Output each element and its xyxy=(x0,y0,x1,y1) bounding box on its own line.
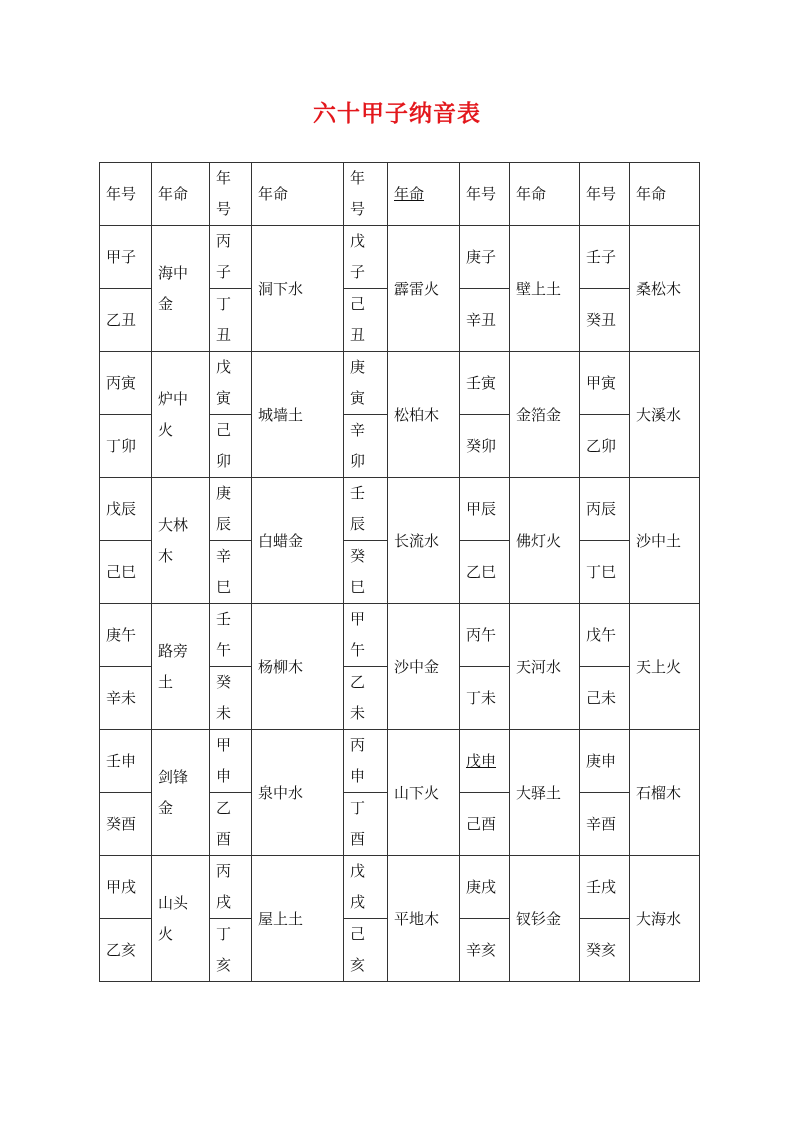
year-cell: 己未 xyxy=(580,667,630,730)
year-cell: 丁卯 xyxy=(100,415,152,478)
fate-cell: 大海水 xyxy=(630,856,700,982)
table-row xyxy=(100,352,700,415)
header-row xyxy=(100,163,700,226)
year-cell: 癸亥 xyxy=(580,919,630,982)
header-year-3: 年 号 xyxy=(344,163,388,226)
glyph: 辰 xyxy=(216,515,232,533)
glyph: 辰 xyxy=(350,515,366,533)
header-year-4: 年号 xyxy=(460,163,510,226)
year-cell: 丁巳 xyxy=(580,541,630,604)
glyph: 乙 xyxy=(350,673,366,691)
year-cell: 乙巳 xyxy=(460,541,510,604)
glyph: 卯 xyxy=(350,452,366,470)
glyph: 巳 xyxy=(350,578,366,596)
year-cell: 辛酉 xyxy=(580,793,630,856)
glyph: 寅 xyxy=(350,389,366,407)
year-cell xyxy=(344,856,388,919)
fate-cell: 炉中 火 xyxy=(152,352,210,478)
header-year-5: 年号 xyxy=(580,163,630,226)
glyph: 辛 xyxy=(350,421,366,439)
year-cell: 壬申 xyxy=(100,730,152,793)
fate-cell: 金箔金 xyxy=(510,352,580,478)
table-row xyxy=(100,226,700,289)
glyph: 戊 xyxy=(216,358,232,376)
year-cell xyxy=(344,289,388,352)
year-cell xyxy=(344,604,388,667)
fate-cell: 壁上土 xyxy=(510,226,580,352)
glyph: 己 xyxy=(350,295,366,313)
glyph: 戌 xyxy=(216,893,232,911)
glyph: 戊 xyxy=(350,232,366,250)
glyph: 酉 xyxy=(216,830,232,848)
glyph: 庚 xyxy=(216,484,232,502)
table-row xyxy=(100,856,700,919)
year-cell: 戊午 xyxy=(580,604,630,667)
year-cell: 戊辰 xyxy=(100,478,152,541)
year-cell: 戊申 xyxy=(460,730,510,793)
glyph: 戊 xyxy=(350,862,366,880)
header-year-1: 年号 xyxy=(100,163,152,226)
glyph: 癸 xyxy=(350,547,366,565)
year-cell xyxy=(210,478,252,541)
year-cell: 己巳 xyxy=(100,541,152,604)
year-cell xyxy=(344,667,388,730)
year-cell: 己酉 xyxy=(460,793,510,856)
year-cell: 丙辰 xyxy=(580,478,630,541)
table-row xyxy=(100,730,700,793)
year-cell xyxy=(210,226,252,289)
header-year-2: 年 号 xyxy=(210,163,252,226)
header-fate-4: 年命 xyxy=(510,163,580,226)
year-cell xyxy=(210,667,252,730)
glyph: 丙 xyxy=(216,862,232,880)
year-cell: 癸丑 xyxy=(580,289,630,352)
fate-cell: 泉中水 xyxy=(252,730,344,856)
glyph: 午 xyxy=(216,641,232,659)
year-cell: 丙午 xyxy=(460,604,510,667)
glyph: 子 xyxy=(350,263,366,281)
glyph: 丑 xyxy=(350,326,366,344)
glyph: 巳 xyxy=(216,578,232,596)
year-cell: 庚午 xyxy=(100,604,152,667)
year-cell: 乙亥 xyxy=(100,919,152,982)
glyph: 亥 xyxy=(216,956,232,974)
fate-cell: 松柏木 xyxy=(388,352,460,478)
year-cell xyxy=(210,289,252,352)
year-cell: 甲戌 xyxy=(100,856,152,919)
year-cell: 甲辰 xyxy=(460,478,510,541)
year-cell xyxy=(344,226,388,289)
glyph: 未 xyxy=(350,704,366,722)
glyph: 壬 xyxy=(216,610,232,628)
fate-cell: 天上火 xyxy=(630,604,700,730)
header-fate-1: 年命 xyxy=(152,163,210,226)
glyph: 戌 xyxy=(350,893,366,911)
fate-cell: 钗钐金 xyxy=(510,856,580,982)
year-cell xyxy=(344,352,388,415)
glyph: 丁 xyxy=(350,799,366,817)
glyph: 己 xyxy=(216,421,232,439)
glyph: 丙 xyxy=(216,232,232,250)
fate-cell: 海中 金 xyxy=(152,226,210,352)
glyph: 己 xyxy=(350,925,366,943)
fate-cell: 大驿土 xyxy=(510,730,580,856)
glyph: 辛 xyxy=(216,547,232,565)
fate-cell: 洞下水 xyxy=(252,226,344,352)
table-row xyxy=(100,478,700,541)
fate-cell: 平地木 xyxy=(388,856,460,982)
nayin-table xyxy=(99,162,700,982)
year-cell xyxy=(344,793,388,856)
year-cell xyxy=(210,604,252,667)
glyph: 未 xyxy=(216,704,232,722)
fate-cell: 佛灯火 xyxy=(510,478,580,604)
year-cell: 庚戌 xyxy=(460,856,510,919)
year-cell xyxy=(210,415,252,478)
fate-cell: 天河水 xyxy=(510,604,580,730)
glyph: 丁 xyxy=(216,295,232,313)
glyph: 酉 xyxy=(350,830,366,848)
fate-cell: 大溪水 xyxy=(630,352,700,478)
fate-cell: 城墙土 xyxy=(252,352,344,478)
fate-cell: 霹雷火 xyxy=(388,226,460,352)
fate-cell: 沙中土 xyxy=(630,478,700,604)
fate-cell: 沙中金 xyxy=(388,604,460,730)
glyph: 癸 xyxy=(216,673,232,691)
year-cell: 辛未 xyxy=(100,667,152,730)
year-cell: 丁未 xyxy=(460,667,510,730)
glyph: 卯 xyxy=(216,452,232,470)
glyph: 甲 xyxy=(350,610,366,628)
year-cell xyxy=(344,478,388,541)
page-title: 六十甲子纳音表 xyxy=(313,100,481,127)
year-cell: 壬子 xyxy=(580,226,630,289)
year-cell: 甲子 xyxy=(100,226,152,289)
header-fate-3: 年命 xyxy=(388,163,460,226)
fate-cell: 大林 木 xyxy=(152,478,210,604)
year-cell: 壬戌 xyxy=(580,856,630,919)
header-fate-2: 年命 xyxy=(252,163,344,226)
year-cell: 丙寅 xyxy=(100,352,152,415)
fate-cell: 山下火 xyxy=(388,730,460,856)
year-cell xyxy=(210,541,252,604)
glyph: 丁 xyxy=(216,925,232,943)
fate-cell: 石榴木 xyxy=(630,730,700,856)
year-cell xyxy=(344,415,388,478)
fate-cell: 屋上土 xyxy=(252,856,344,982)
fate-cell: 长流水 xyxy=(388,478,460,604)
year-cell xyxy=(344,730,388,793)
glyph: 甲 xyxy=(216,736,232,754)
year-cell xyxy=(210,919,252,982)
glyph: 子 xyxy=(216,263,232,281)
glyph: 丙 xyxy=(350,736,366,754)
fate-cell: 山头 火 xyxy=(152,856,210,982)
glyph: 庚 xyxy=(350,358,366,376)
table-row xyxy=(100,604,700,667)
year-cell: 庚子 xyxy=(460,226,510,289)
year-cell xyxy=(210,730,252,793)
year-cell: 壬寅 xyxy=(460,352,510,415)
year-cell: 甲寅 xyxy=(580,352,630,415)
year-cell: 辛丑 xyxy=(460,289,510,352)
year-cell: 辛亥 xyxy=(460,919,510,982)
year-cell xyxy=(210,856,252,919)
fate-cell: 路旁 土 xyxy=(152,604,210,730)
fate-cell: 剑锋 金 xyxy=(152,730,210,856)
year-cell: 乙卯 xyxy=(580,415,630,478)
glyph: 壬 xyxy=(350,484,366,502)
glyph: 申 xyxy=(350,767,366,785)
year-cell: 癸卯 xyxy=(460,415,510,478)
year-cell: 乙丑 xyxy=(100,289,152,352)
glyph: 亥 xyxy=(350,956,366,974)
year-cell xyxy=(344,541,388,604)
header-fate-5: 年命 xyxy=(630,163,700,226)
fate-cell: 杨柳木 xyxy=(252,604,344,730)
fate-cell: 白蜡金 xyxy=(252,478,344,604)
year-cell: 癸酉 xyxy=(100,793,152,856)
year-cell xyxy=(210,352,252,415)
fate-cell: 桑松木 xyxy=(630,226,700,352)
year-cell xyxy=(344,919,388,982)
glyph: 寅 xyxy=(216,389,232,407)
year-cell: 庚申 xyxy=(580,730,630,793)
glyph: 午 xyxy=(350,641,366,659)
glyph: 申 xyxy=(216,767,232,785)
year-cell xyxy=(210,793,252,856)
glyph: 丑 xyxy=(216,326,232,344)
glyph: 乙 xyxy=(216,799,232,817)
